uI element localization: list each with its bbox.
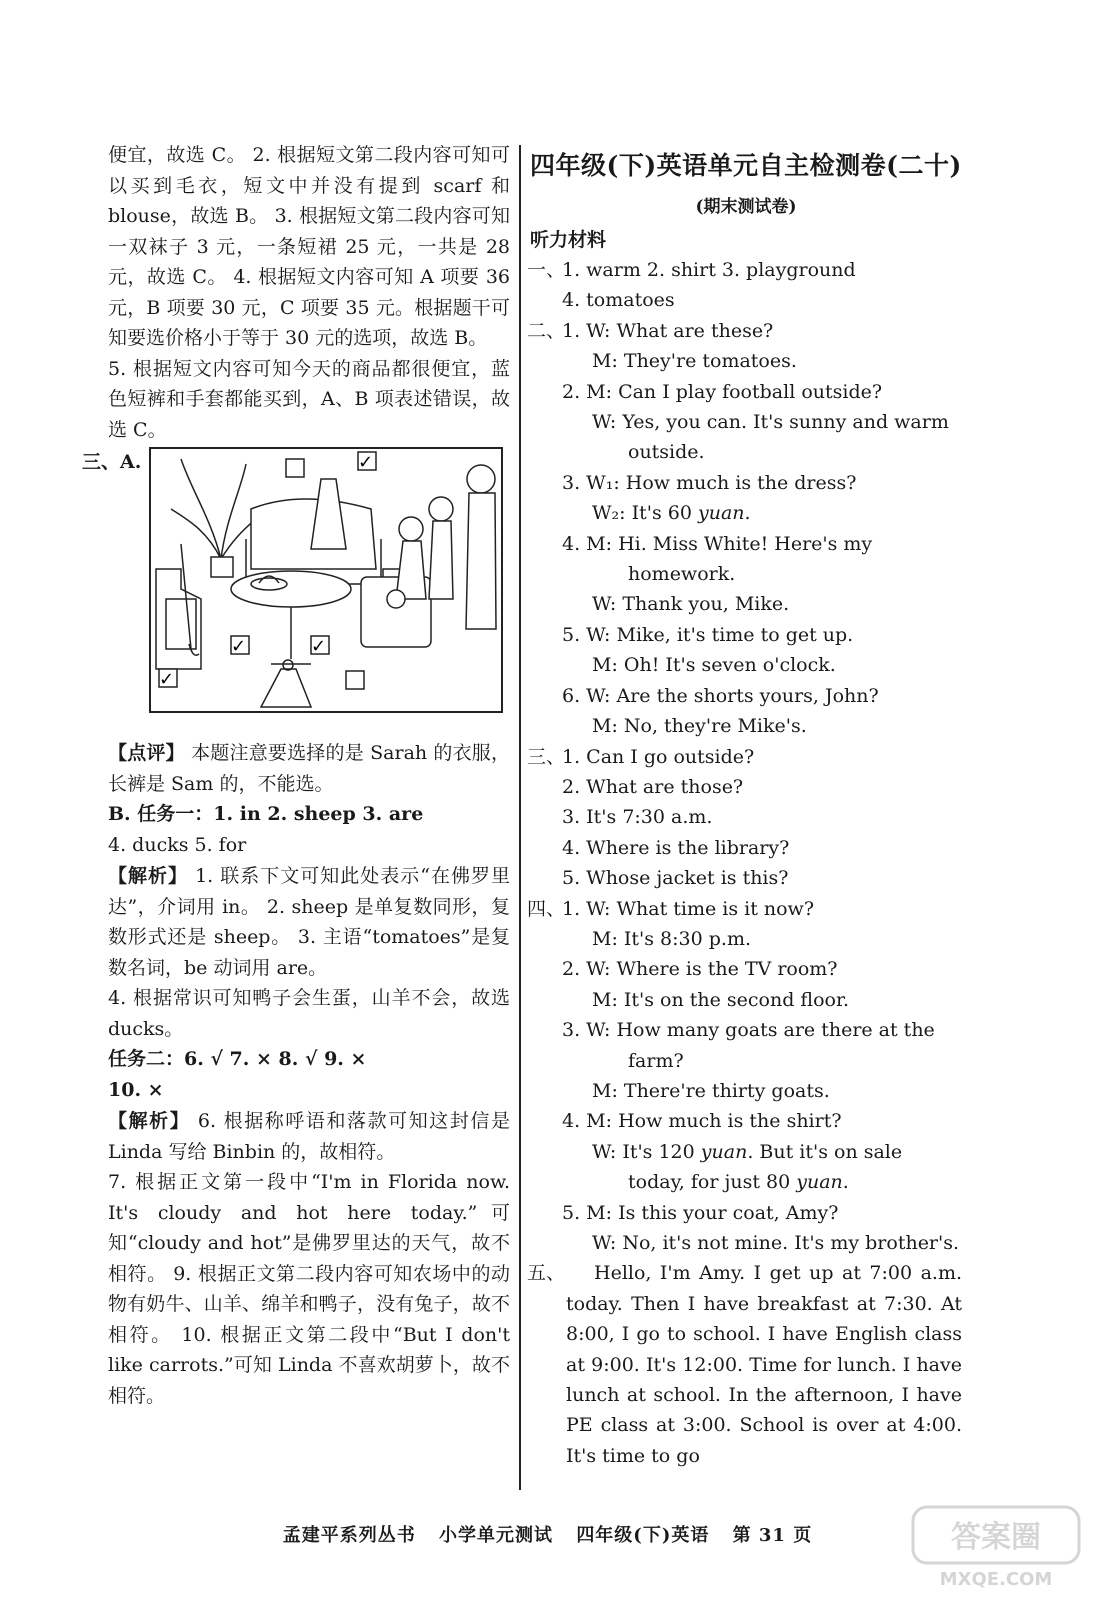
yuan-word: yuan — [796, 1171, 843, 1194]
jiexi-tag-1: 【解析】 — [108, 865, 189, 887]
dialogue-line: 5. M: Is this your coat, Amy? — [562, 1201, 839, 1224]
task-2-line-2: 10. × — [108, 1079, 164, 1101]
footer-book: 小学单元测试 — [439, 1525, 554, 1546]
section-5-block — [527, 1258, 962, 1471]
jiexi-paragraph-1 — [108, 861, 510, 983]
dialogue-line: 1. W: What are these? — [562, 319, 774, 342]
jiexi-paragraph-2 — [108, 1106, 510, 1167]
section-4-line — [527, 894, 962, 924]
dialogue-line: W: Thank you, Mike. — [592, 593, 790, 616]
footer-page: 第 31 页 — [732, 1525, 813, 1546]
watermark-icon — [911, 1505, 1081, 1590]
dialogue-text: . But it's on sale — [747, 1140, 903, 1163]
watermark-text: 答案圈 — [951, 1520, 1041, 1555]
test-title: 四年级(下)英语单元自主检测卷(二十) — [530, 151, 962, 180]
dialogue-text: today, for just 80 — [628, 1171, 797, 1194]
section-5-label: 五、 — [527, 1262, 566, 1285]
dialogue-line: M: No, they're Mike's. — [592, 715, 807, 738]
dialogue-line: M: There're thirty goats. — [592, 1079, 830, 1102]
section-4-label: 四、 — [527, 897, 566, 920]
listening-materials-heading: 听力材料 — [530, 229, 607, 251]
jiexi-paragraph-1b: 4. 根据常识可知鸭子会生蛋，山羊不会，故选 ducks。 — [108, 987, 510, 1040]
watermark-logo — [911, 1505, 1081, 1590]
sentence-line: 3. It's 7:30 a.m. — [562, 806, 713, 829]
dialogue-line — [530, 1137, 962, 1167]
dialogue-line: M: They're tomatoes. — [592, 350, 797, 373]
figure-block — [82, 447, 510, 730]
dialogue-line: 3. W₁: How much is the dress? — [562, 471, 857, 494]
check-mark-1: ✓ — [358, 452, 374, 473]
footer-grade: 四年级(下)英语 — [576, 1525, 710, 1546]
section-1-text-1: 1. warm 2. shirt 3. playground — [562, 259, 856, 281]
jiexi-text-2: 6. 根据称呼语和落款可知这封信是 Linda 写给 Binbin 的，故相符。 — [108, 1110, 510, 1163]
sentence-line: 5. Whose jacket is this? — [562, 867, 789, 890]
jiexi-text-1: 1. 联系下文可知此处表示“在佛罗里达”，介词用 in。 2. sheep 是单复数同形，复数形式还是 sheep。 3. 主语“tomatoes”是复数名词，be 动词用 are。 — [108, 865, 510, 979]
dialogue-line: W: No, it's not mine. It's my brother's. — [592, 1232, 960, 1254]
dialogue-line: W: Yes, you can. It's sunny and warm — [592, 411, 949, 434]
left-column — [82, 140, 510, 1411]
dianping-tag: 【点评】 — [108, 742, 185, 764]
dialogue-text: . — [842, 1171, 849, 1194]
sentence-line: 4. Where is the library? — [562, 836, 790, 859]
section-1-line-2: 4. tomatoes — [562, 289, 675, 312]
dialogue-line — [530, 498, 962, 528]
clothes-room-illustration — [149, 447, 503, 713]
section-1-line-1 — [527, 255, 962, 285]
section-3-line — [527, 742, 962, 772]
dialogue-line: M: It's 8:30 p.m. — [592, 927, 752, 950]
dialogue-line: 4. M: How much is the shirt? — [562, 1110, 842, 1133]
dialogue-text: W₂: It's 60 — [592, 502, 698, 525]
yuan-word: yuan — [697, 502, 745, 525]
dianping-text: 本题注意要选择的是 Sarah 的衣服，长裤是 Sam 的，不能选。 — [108, 742, 510, 795]
jiexi-tag-2: 【解析】 — [108, 1110, 191, 1132]
dialogue-line: 1. W: What time is it now? — [562, 897, 815, 920]
section-1-label: 一、 — [527, 259, 566, 281]
answer-paragraph-1: 便宜，故选 C。 2. 根据短文第二段内容可知可以买到毛衣，短文中并没有提到 scarf 和 blouse，故选 B。 3. 根据短文第二段内容可知一双袜子 3 元，一条短裙 25 元，一共是 28 元，故选 C。 4. 根据短文内容可知 A 项要 36 元，B 项要 30 元，C 项要 35 元。根据题干可知要选价格小于等于 30 元的选项，故选 B。 — [108, 144, 510, 349]
jiexi-paragraph-2b: 7. 根据正文第一段中“I'm in Florida now. It's cloudy and hot here today.”可知“cloudy and hot”是佛罗里达的天气，故不相符。 9. 根据正文第二段内容可知农场中的动物有奶牛、山羊、绵羊和鸭子，没有兔子，故不相符。 10. 根据正文第二段中“But I don't like carrots.”可知 Linda 不喜欢胡萝卜，故不相符。 — [108, 1171, 510, 1407]
dialogue-text: . — [744, 502, 751, 525]
dialogue-line: 6. W: Are the shorts yours, John? — [562, 684, 879, 707]
dialogue-line: 2. W: Where is the TV room? — [562, 958, 838, 981]
task-b-line-2: 4. ducks 5. for — [108, 834, 247, 856]
dialogue-line: 2. M: Can I play football outside? — [562, 380, 883, 403]
illustration-svg — [151, 449, 501, 711]
check-mark-4: ✓ — [159, 669, 175, 690]
dianping-paragraph — [108, 738, 510, 799]
dialogue-line: M: Oh! It's seven o'clock. — [592, 654, 836, 677]
dialogue-line: 4. M: Hi. Miss White! Here's my — [562, 532, 873, 555]
task-b-line-1: B. 任务一：1. in 2. sheep 3. are — [108, 803, 424, 825]
sentence-line: 1. Can I go outside? — [562, 745, 755, 768]
right-column — [527, 140, 962, 1471]
dialogue-text: W: It's 120 — [592, 1140, 701, 1163]
dialogue-line: outside. — [628, 441, 705, 464]
answer-paragraph-2: 5. 根据短文内容可知今天的商品都很便宜，蓝色短裤和手套都能买到，A、B 项表述错误，故选 C。 — [108, 357, 510, 441]
sentence-line: 2. What are those? — [562, 775, 744, 798]
dialogue-line: 3. W: How many goats are there at the — [562, 1019, 935, 1042]
task-2-line-1: 任务二：6. √ 7. × 8. √ 9. × — [108, 1048, 367, 1070]
check-mark-2: ✓ — [231, 636, 247, 657]
watermark-url: MXQE.COM — [939, 1569, 1053, 1590]
section-3-label: 三、 — [527, 745, 566, 768]
dialogue-line: M: It's on the second floor. — [592, 988, 850, 1011]
dialogue-line: farm? — [628, 1049, 684, 1072]
test-subtitle: (期末测试卷) — [695, 197, 797, 217]
figure-label: 三、A. — [82, 451, 142, 473]
footer-series: 孟建平系列丛书 — [282, 1525, 416, 1546]
dialogue-line: 5. W: Mike, it's time to get up. — [562, 623, 854, 646]
dialogue-line: homework. — [628, 563, 736, 586]
dialogue-line — [530, 1167, 962, 1197]
check-mark-3: ✓ — [311, 636, 327, 657]
section-5-passage: Hello, I'm Amy. I get up at 7:00 a.m. today. Then I have breakfast at 7:30. At 8:00, I go to school. I have English class at 9:00. It's 12:00. Time for lunch. I have lunch at school. In the afternoon, I have PE class at 3:00. School is over at 4:00. It's time to go — [566, 1262, 962, 1467]
yuan-word: yuan — [700, 1140, 748, 1163]
section-2-label: 二、 — [527, 319, 566, 342]
column-divider — [519, 145, 521, 1490]
section-2-line — [527, 316, 962, 346]
